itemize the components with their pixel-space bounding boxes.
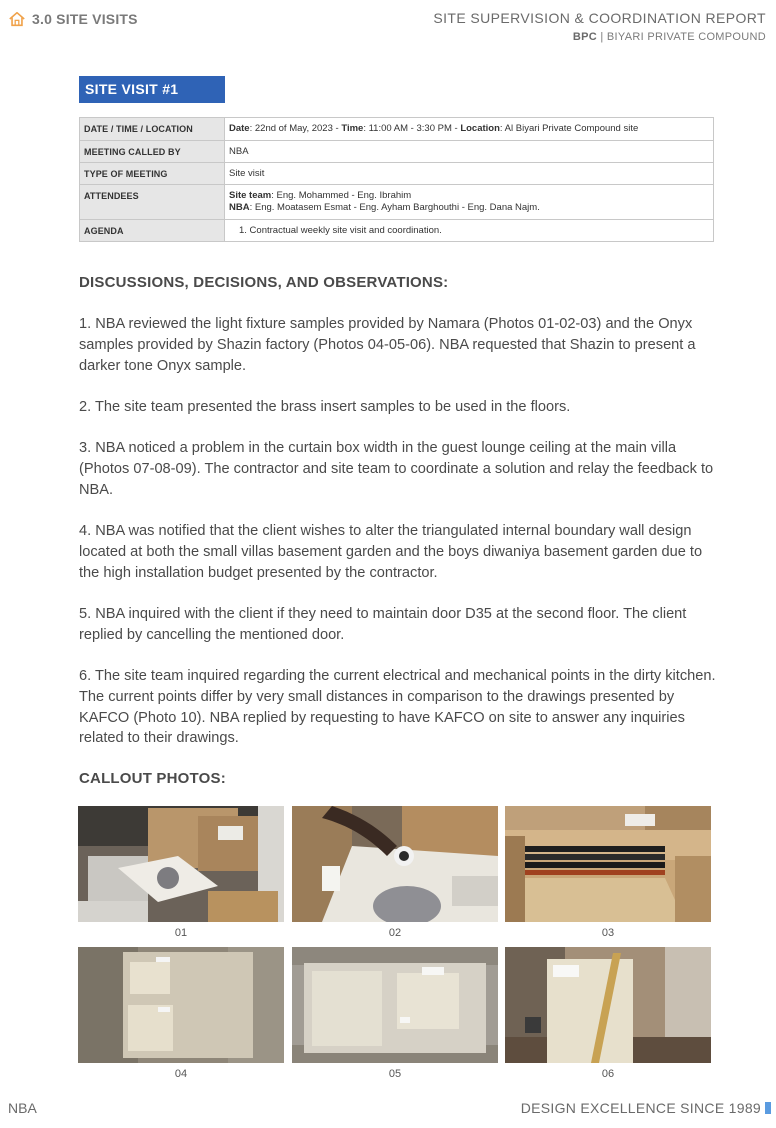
time-value: : 11:00 AM - 3:30 PM - [363,123,461,134]
callout-photos-heading: CALLOUT PHOTOS: [79,770,226,787]
table-row [80,185,714,220]
row-label: ATTENDEES [80,185,225,220]
home-icon [8,10,26,28]
table-row [80,163,714,185]
discussion-item: 1. NBA reviewed the light fixture samples provided by Namara (Photos 01-02-03) and the Onyx samples provided by Shazin factory (Photos 04-05-06). NBA requested that Shazin to present a darker tone Onyx sample. [79,316,696,374]
agenda-item: 1. Contractual weekly site visit and coordination. [239,225,442,236]
attendees-nba [229,202,709,214]
photo-light-fixture-boxes [78,806,284,922]
photo-onyx-slab-rod [505,947,711,1063]
photo-caption: 02 [388,927,402,939]
photo-onyx-slabs-tray [292,947,498,1063]
row-value [225,220,714,242]
report-title: SITE SUPERVISION & COORDINATION REPORT [433,10,766,26]
footer-brand: NBA [8,1100,37,1116]
callout-photo-03 [505,806,711,922]
footer-tagline-group [521,1100,771,1116]
section-title: 3.0 SITE VISITS [32,11,138,27]
photo-caption: 06 [601,1068,615,1080]
page-header-left [8,10,138,28]
row-value [225,118,714,141]
photo-caption: 01 [174,927,188,939]
callout-photo-02 [292,806,498,922]
row-label: AGENDA [80,220,225,242]
project-line [433,31,766,43]
callout-photo-01 [78,806,284,922]
site-team-value: : Eng. Mohammed - Eng. Ibrahim [271,190,412,201]
attendees-site-team [229,190,709,202]
photo-caption: 04 [174,1068,188,1080]
photo-onyx-tiles-floor [78,947,284,1063]
footer-tagline: DESIGN EXCELLENCE SINCE 1989 [520,1100,761,1116]
discussion-item: 3. NBA noticed a problem in the curtain box width in the guest lounge ceiling at the main villa (Photos 07-08-09). The contractor and site team to coordinate a solution and relay the feedback to NBA. [79,440,714,498]
row-value [225,185,714,220]
site-team-key: Site team [229,190,272,201]
table-row [80,118,714,141]
site-visit-badge: SITE VISIT #1 [79,76,225,103]
row-label: TYPE OF MEETING [80,163,225,185]
photo-linear-fixture-box [505,806,711,922]
row-label: MEETING CALLED BY [80,141,225,163]
discussions-heading: DISCUSSIONS, DECISIONS, AND OBSERVATIONS: [79,274,449,291]
nba-key: NBA [229,202,250,213]
page-header-right [433,10,766,43]
discussion-item: 4. NBA was notified that the client wishes to alter the triangulated internal boundary wall design located at both the small villas basement garden and the boys diwaniya basement garden due to the high installation budget presented by the contractor. [79,523,703,581]
photo-caption: 03 [601,927,615,939]
callout-photo-06 [505,947,711,1063]
photo-caption: 05 [388,1068,402,1080]
table-row [80,141,714,163]
time-key: Time [341,123,364,134]
table-row [80,220,714,242]
discussion-item: 5. NBA inquired with the client if they need to maintain door D35 at the second floor. The client replied by cancelling the mentioned door. [79,606,687,643]
callout-photo-04 [78,947,284,1063]
project-code: BPC [572,31,598,43]
discussion-item: 2. The site team presented the brass insert samples to be used in the floors. [79,399,571,415]
photo-hand-fixture [292,806,498,922]
discussion-item: 6. The site team inquired regarding the current electrical and mechanical points in the dirty kitchen. The current points differ by very small distances in comparison to the drawings presented by KAFCO (Photo 10). NBA replied by requesting to have KAFCO on site to answer any inquiries related to their drawings. [79,668,716,747]
location-key: Location [460,123,500,134]
meeting-info-table [79,117,714,242]
project-separator: | [597,31,607,43]
date-key: Date [229,123,250,134]
callout-photo-05 [292,947,498,1063]
project-name: BIYARI PRIVATE COMPOUND [606,31,766,43]
row-label: DATE / TIME / LOCATION [80,118,225,141]
row-value: NBA [225,141,714,163]
location-value: : Al Biyari Private Compound site [499,123,639,134]
nba-value: : Eng. Moatasem Esmat - Eng. Ayham Barghouthi - Eng. Dana Najm. [249,202,540,213]
date-value: : 22nd of May, 2023 - [249,123,342,134]
row-value: Site visit [225,163,714,185]
footer-accent-bar [765,1102,771,1114]
